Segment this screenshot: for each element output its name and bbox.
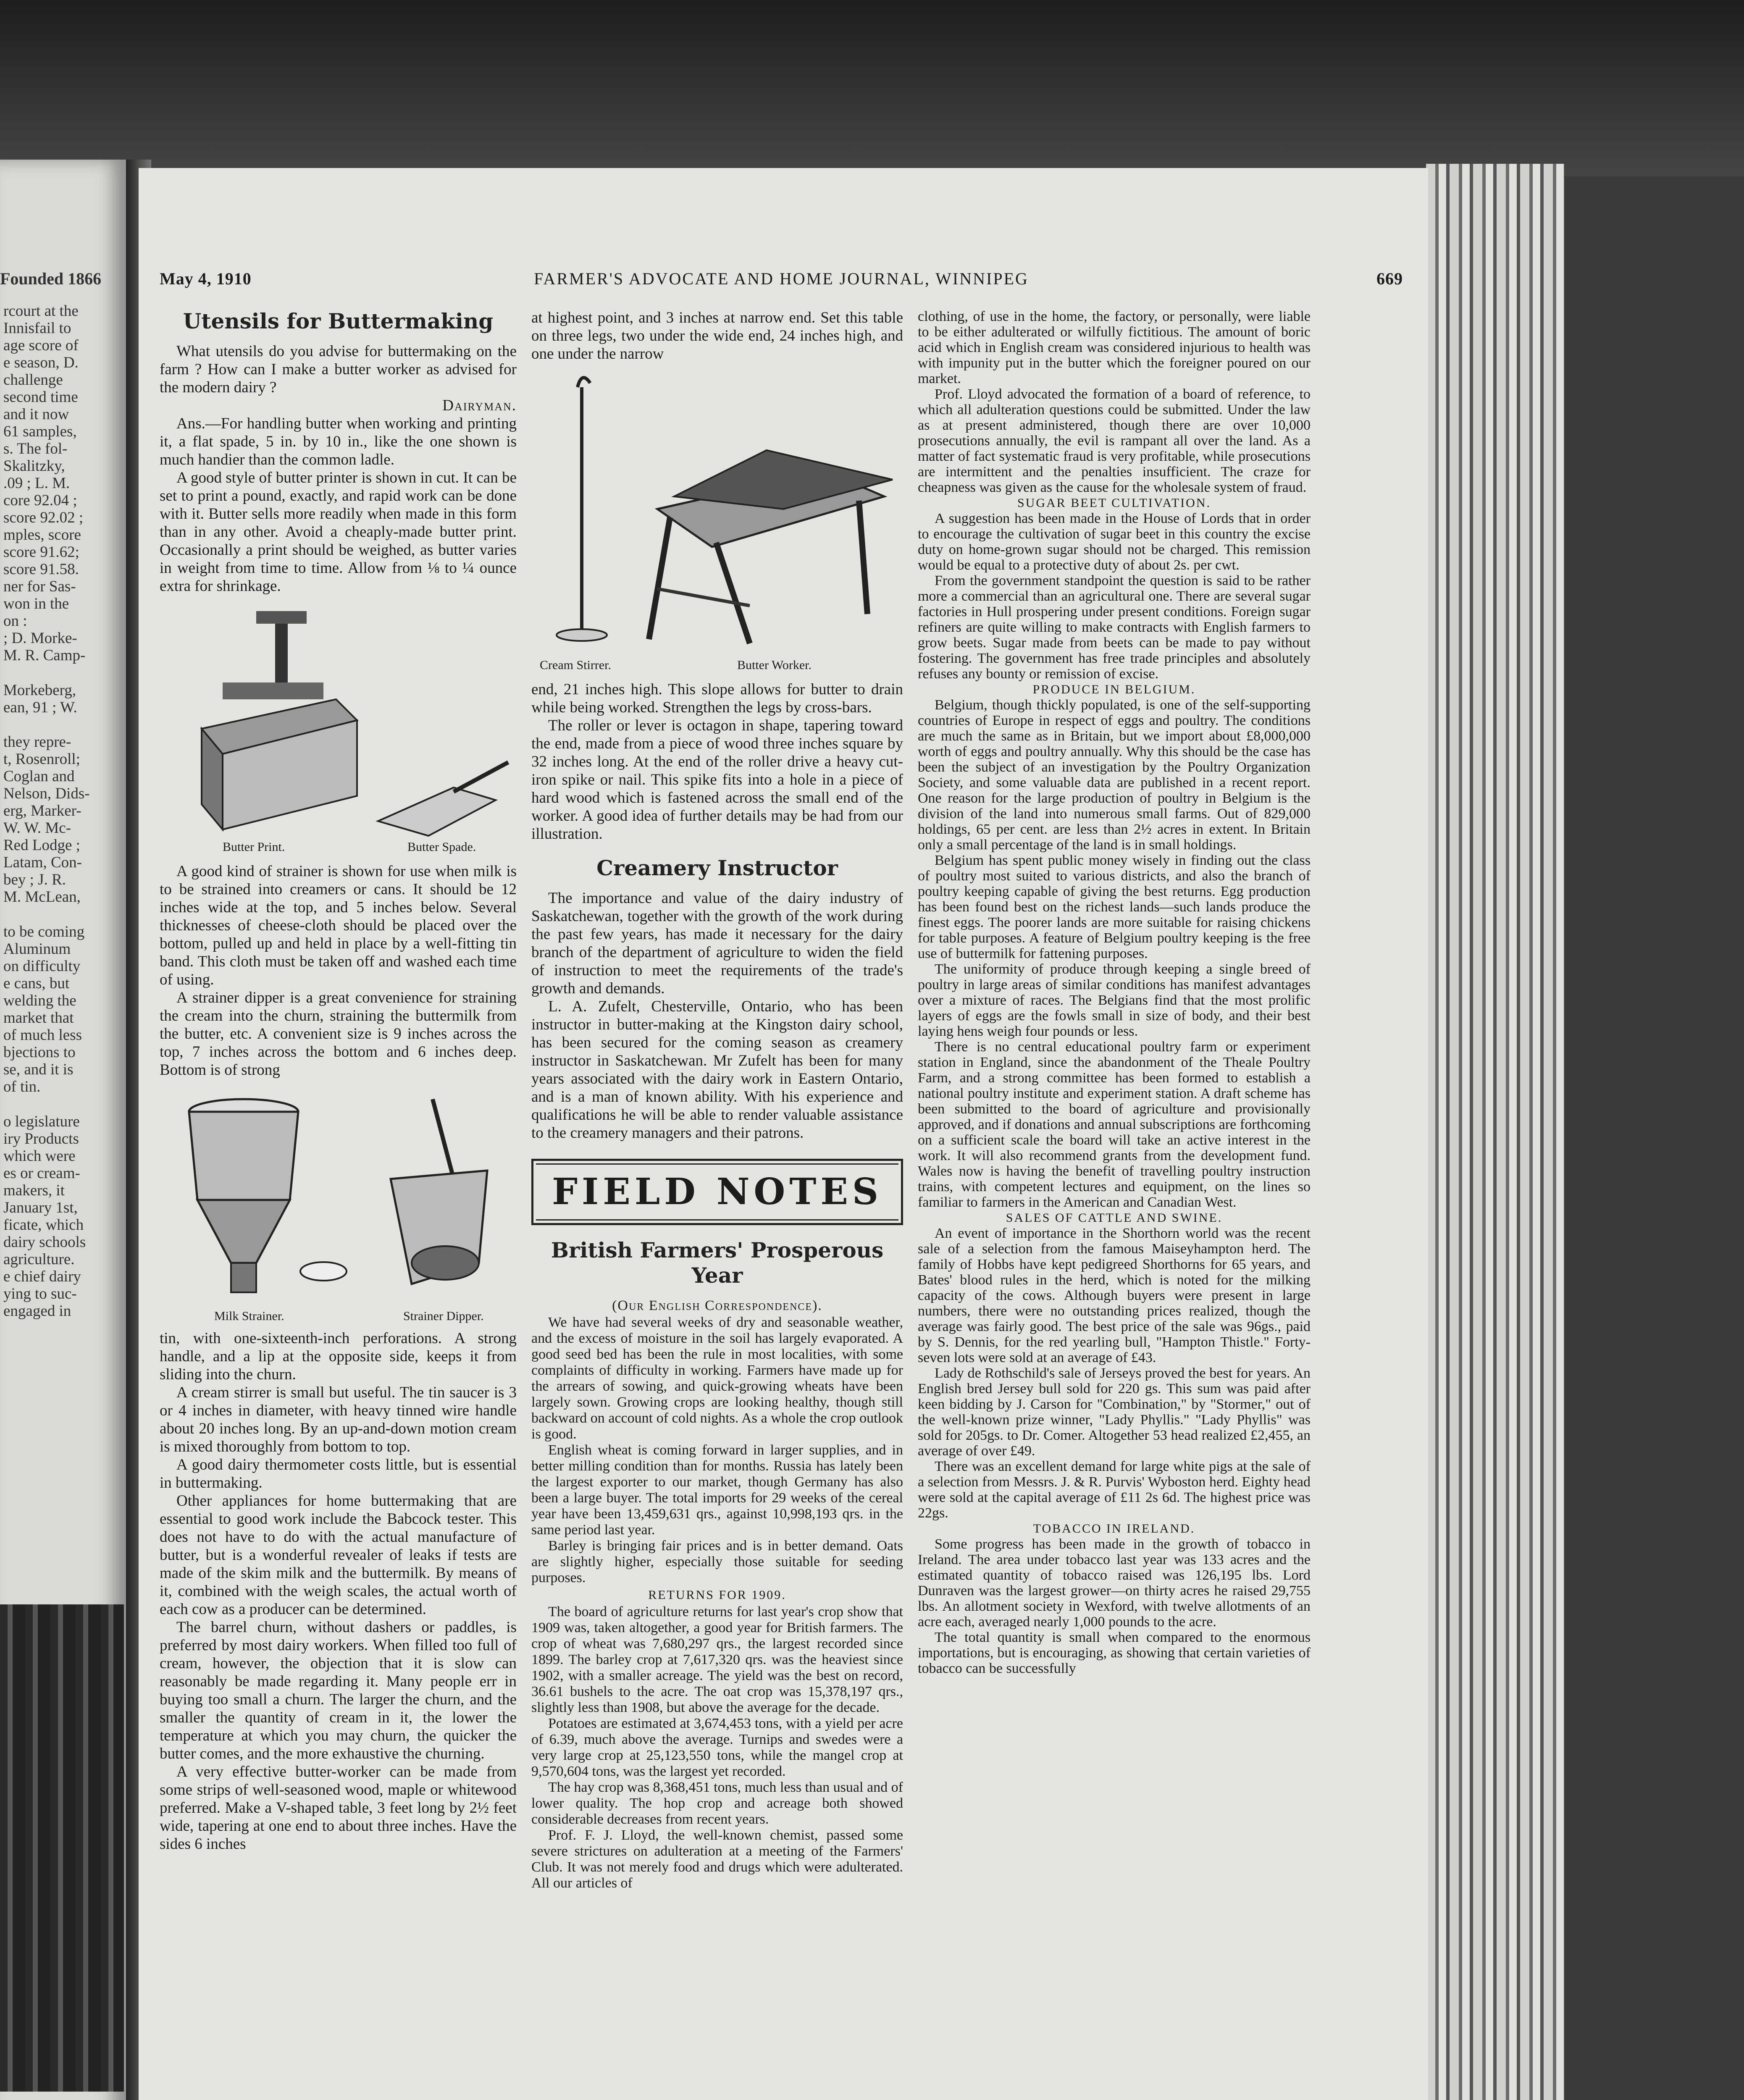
dipper-continued-paragraph: tin, with one-sixteenth-inch perforations. A strong handle, and a lip at the opposite side, keeps it from sliding into the churn. bbox=[160, 1330, 517, 1383]
previous-page-line: erg, Marker- bbox=[3, 802, 81, 819]
previous-page-line: challenge bbox=[3, 371, 63, 388]
roller-paragraph: The roller or lever is octagon in shape, tapering toward the end, made from a piece of wood three inches square by 32 inches long. At the end of the roller drive a heavy cut-iron spike or nail. This spike fits into a hole in a piece of hard wood which is fastened across the small end of the worker. A good idea of further details may be had from our illustration. bbox=[531, 717, 903, 843]
previous-page-line: score 92.02 ; bbox=[3, 509, 84, 526]
previous-page-line: es or cream- bbox=[3, 1165, 80, 1182]
board-reference-paragraph: Prof. Lloyd advocated the formation of a board of reference, to which all adulteration questions could be submitted. Under the law as at present administered, though there are over 10,000 prosecutions annually, the evil is rampant all over the land. As a matter of fact systematic fraud is very profitable, while prosecutions are intermittent and the penalties insufficient. The craze for cheapness was given as the cause for the wholesale system of fraud. bbox=[918, 386, 1311, 495]
butter-worker-paragraph: A very effective butter-worker can be made from some strips of well-seasoned wood, maple or whitewood preferred. Make a V-shaped table, 3 feet long by 2½ feet wide, tapering at one end to about three inches. Have the sides 6 inches bbox=[160, 1763, 517, 1853]
wheat-paragraph: English wheat is coming forward in larger supplies, and in better milling condition than for months. Russia has lately been the largest exporter to our market, though Germany has also been a large buyer. The total imports for 29 weeks of the cereal year have been 13,459,631 qrs., against 10,998,193 qrs. in the same period last year. bbox=[531, 1442, 903, 1538]
column-3 bbox=[918, 309, 1311, 1676]
previous-page-line: ying to suc- bbox=[3, 1285, 77, 1302]
previous-page-line: agriculture. bbox=[3, 1251, 75, 1268]
caption-strainer-dipper: Strainer Dipper. bbox=[403, 1309, 484, 1323]
caption-butter-spade: Butter Spade. bbox=[407, 840, 476, 854]
previous-page-line: o legislature bbox=[3, 1113, 80, 1130]
figure-stirrer-worker bbox=[531, 370, 903, 673]
hay-paragraph: The hay crop was 8,368,451 tons, much less than usual and of lower quality. The hop crop and acreage both showed considerable decreases from recent years. bbox=[531, 1780, 903, 1827]
caption-milk-strainer: Milk Strainer. bbox=[214, 1309, 284, 1323]
returns-paragraph: The board of agriculture returns for last year's crop show that 1909 was, taken altogether, a good year for British farmers. The crop of wheat was 7,680,297 qrs., the largest recorded since 1899. The barley crop at 7,617,320 qrs. was the heaviest since 1902, with a smaller acreage. The yield was the best on record, 36.61 bushels to the acre. The oat crop was 15,378,197 qrs., slightly less than 1908, but above the average for the decade. bbox=[531, 1604, 903, 1715]
previous-page-line: on difficulty bbox=[3, 958, 81, 975]
question-signature: Dairyman. bbox=[442, 397, 517, 414]
weather-paragraph: We have had several weeks of dry and seasonable weather, and the excess of moisture in the soil has largely evaporated. A good seed bed has been the rule in most localities, with some complaints of difficulty in working. Farmers have made up for the arrears of sowing, and quick-growing wheats have been largely sown. Growing crops are looking healthy, though still backward on account of cold nights. As a whole the crop outlook is good. bbox=[531, 1315, 903, 1442]
previous-page-line: Latam, Con- bbox=[3, 854, 82, 871]
previous-page-line: e cans, but bbox=[3, 975, 70, 992]
previous-page-line: e season, D. bbox=[3, 354, 79, 371]
subheading-cattle-swine: SALES OF CATTLE AND SWINE. bbox=[1006, 1211, 1223, 1225]
previous-page-line: Coglan and bbox=[3, 768, 75, 785]
previous-page-line: on : bbox=[3, 612, 27, 630]
subheading-belgium: PRODUCE IN BELGIUM. bbox=[1032, 682, 1196, 696]
caption-butter-worker: Butter Worker. bbox=[737, 658, 812, 672]
previous-page-line: engaged in bbox=[3, 1302, 71, 1320]
previous-page-line: second time bbox=[3, 388, 78, 406]
tobacco-paragraph-2: The total quantity is small when compared to the enormous importations, but is encouraging, as showing that certain varieties of tobacco can be successfully bbox=[918, 1630, 1311, 1676]
previous-page-text bbox=[3, 302, 126, 1337]
shorthorn-paragraph: An event of importance in the Shorthorn world was the recent sale of a selection from the famous Maiseyhampton herd. The family of Hobbs have kept pedigreed Shorthorns for 65 years, and Bates' blood rules in the herd, which is noted for the milking capacity of the cows. Although buyers were present in large numbers, there were no outstanding prices realized, though the average was fairly good. The best price of the sale was 96gs., paid by S. Dennis, for the red yearling bull, "Hampton Thistle." Forty-seven lots were sold at an average of £43. bbox=[918, 1226, 1311, 1365]
subheading-returns: RETURNS FOR 1909. bbox=[648, 1588, 786, 1602]
previous-page-line: score 91.58. bbox=[3, 561, 79, 578]
previous-page-line: Morkeberg, bbox=[3, 682, 76, 699]
reader-question: What utensils do you advise for buttermaking on the farm ? How can I make a butter worker as advised for the modern dairy ? bbox=[160, 343, 517, 396]
publication-title: FARMER'S ADVOCATE AND HOME JOURNAL, WINNIPEG bbox=[534, 269, 1029, 288]
answer-paragraph: Ans.—For handling butter when working and printing it, a flat spade, 5 in. by 10 in., like the one shown is much handier than the common ladle. bbox=[160, 415, 517, 468]
previous-page-line: January 1st, bbox=[3, 1199, 78, 1216]
cream-stirrer-paragraph: A cream stirrer is small but useful. The tin saucer is 3 or 4 inches in diameter, with heavy tinned wire handle about 20 inches long. By an up-and-down motion cream is mixed thoroughly from bottom to top. bbox=[160, 1384, 517, 1455]
strainer-dipper-paragraph: A strainer dipper is a great convenience for straining the cream into the churn, straining the buttermilk from the butter, etc. A convenient size is 9 inches across the top, 7 inches across the bottom and 6 inches deep. Bottom is of strong bbox=[160, 989, 517, 1079]
previous-page-line: of much less bbox=[3, 1026, 82, 1044]
previous-page-line: ; D. Morke- bbox=[3, 630, 77, 647]
butter-worker-continued: at highest point, and 3 inches at narrow end. Set this table on three legs, two under the wide end, 24 inches high, and one under the narrow bbox=[531, 309, 903, 362]
strainer-paragraph: A good kind of strainer is shown for use when milk is to be strained into creamers or cans. It should be 12 inches wide at the top, and 5 inches below. Several thicknesses of cheese-cloth should be placed over the bottom, pulled up and held in place by a well-fitting tin band. This cloth must be taken off and washed each time of using. bbox=[160, 863, 517, 988]
previous-page-line: se, and it is bbox=[3, 1061, 74, 1078]
column-1 bbox=[160, 309, 517, 1853]
previous-page-block-2 bbox=[3, 682, 126, 906]
article-heading-creamery: Creamery Instructor bbox=[596, 856, 838, 880]
previous-page-line: t, Rosenroll; bbox=[3, 751, 80, 768]
previous-page-line: ficate, which bbox=[3, 1216, 84, 1234]
previous-page-block-1 bbox=[3, 302, 126, 664]
belgium-paragraph-1: Belgium, though thickly populated, is one of the self-supporting countries of Europe in respect of eggs and poultry. The conditions are much the same as in Britain, but we import about £8,000,000 worth of eggs and poultry annually. Why this should be the case has been the subject of an investigation by the Poultry Organization Society, and some valuable data are published in a recent report. One reason for the large production of poultry in Belgium is the division of the land into numerous small farms. Out of 829,000 holdings, 65 per cent. are less than 2½ acres in extent. In Britain only a small percentage of the land is in small holdings. bbox=[918, 697, 1311, 853]
strainer-illustration bbox=[160, 1087, 517, 1305]
previous-page-line: W. W. Mc- bbox=[3, 819, 71, 837]
creamery-paragraph-2: L. A. Zufelt, Chesterville, Ontario, who has been instructor in butter-making at the Kingston dairy school, has been secured for the coming season as creamery instructor in Saskatchewan. Mr Zufelt has been for many years associated with the dairy work in Eastern Ontario, and is a man of known ability. With his experience and qualifications he will be able to render valuable assistance to the creamery managers and their patrons. bbox=[531, 998, 903, 1142]
page-number: 669 bbox=[1376, 269, 1403, 288]
creamery-paragraph-1: The importance and value of the dairy industry of Saskatchewan, together with the growth of the work during the past few years, has made it necessary for the dairy branch of the department of agriculture to widen the field of instruction to meet the requirements of the trade's growth and demands. bbox=[531, 890, 903, 997]
previous-page-line: ean, 91 ; W. bbox=[3, 699, 77, 716]
tobacco-paragraph-1: Some progress has been made in the growth of tobacco in Ireland. The area under tobacco last year was 133 acres and the estimated quantity of tobacco raised was 126,195 lbs. Lord Dunraven was the largest grower—on thirty acres he raised 29,755 lbs. An allotment society in Wexford, with twelve allotments of an acre each, averaged nearly 1,000 pounds to the acre. bbox=[918, 1536, 1311, 1630]
pigs-paragraph: There was an excellent demand for large white pigs at the sale of a selection from Messrs. J. & R. Purvis' Wyboston herd. Eighty head were sold at the capital average of £11 2s 6d. The highest price was 22gs. bbox=[918, 1459, 1311, 1521]
previous-page-line: makers, it bbox=[3, 1182, 65, 1199]
previous-page-line: M. McLean, bbox=[3, 888, 81, 906]
belgium-paragraph-3: The uniformity of produce through keeping a single breed of poultry in large areas of similar conditions has manifest advantages over a mixture of races. The Belgians find that the most prolific layers of eggs are the fowls small in size of body, and their best laying hens weigh four pounds or less. bbox=[918, 961, 1311, 1039]
previous-page-line: core 92.04 ; bbox=[3, 492, 77, 509]
column-2 bbox=[531, 309, 903, 1891]
potatoes-paragraph: Potatoes are estimated at 3,674,453 tons, with a yield per acre of 6.39, much above the average. Turnips and swedes were a very large crop at 25,123,550 tons, while the mangel crop at 9,570,604 tons, was the largest yet recorded. bbox=[531, 1716, 903, 1779]
previous-page-line: rcourt at the bbox=[3, 302, 79, 320]
previous-page-line: 61 samples, bbox=[3, 423, 77, 440]
caption-cream-stirrer: Cream Stirrer. bbox=[540, 658, 611, 672]
article-heading-utensils: Utensils for Buttermaking bbox=[183, 309, 494, 333]
previous-page-line: market that bbox=[3, 1009, 74, 1026]
previous-page-line: age score of bbox=[3, 337, 79, 354]
figure-butter-print-spade bbox=[160, 603, 517, 855]
previous-page-line bbox=[3, 716, 126, 733]
page-header bbox=[160, 269, 1403, 294]
belgium-paragraph-2: Belgium has spent public money wisely in finding out the class of poultry most suited to various districts, and also the branch of poultry keeping capable of giving the best returns. Egg production has been found best on the richest lands—such lands produce the finest eggs. The poorer lands are more suitable for raising chickens for table purposes. A feature of Belgium poultry keeping is the free use of buttermilk for fattening purposes. bbox=[918, 853, 1311, 961]
poultry-farm-paragraph: There is no central educational poultry farm or experiment station in England, since the abandonment of the Theale Poultry Farm, and a strong committee has been formed to establish a national poultry institute and experiment station. A draft scheme has been submitted to the board of agriculture and provisionally approved, and if donations and annual subscriptions are forthcoming on a sufficient scale the board will take an active interest in the work. It will also recommend grants from the development fund. Wales now is having the benefit of travelling poultry instruction trains, with competent lectures and equipment, on the lines so familiar to farmers in the American and Canadian West. bbox=[918, 1039, 1311, 1210]
previous-page-line: welding the bbox=[3, 992, 76, 1009]
previous-page-line: dairy schools bbox=[3, 1234, 86, 1251]
previous-page-block-3 bbox=[3, 923, 126, 1095]
newspaper-page bbox=[139, 168, 1428, 2100]
figure-strainers bbox=[160, 1087, 517, 1322]
scan-background-top bbox=[0, 0, 1744, 176]
jerseys-paragraph: Lady de Rothschild's sale of Jerseys proved the best for years. An English bred Jersey bull sold for 220 gs. This sum was paid after keen bidding by J. Carson for "Combination," by "Stormer," out of the well-known prize winner, "Lady Phyllis." "Lady Phyllis" was sold for 205gs. to Dr. Comer. Altogether 53 head realized £2,455, an average of over £49. bbox=[918, 1365, 1311, 1459]
caption-butter-print: Butter Print. bbox=[223, 840, 285, 854]
previous-page-line: Innisfail to bbox=[3, 320, 71, 337]
previous-page-strip bbox=[0, 160, 126, 2100]
subheading-tobacco: TOBACCO IN IRELAND. bbox=[1033, 1522, 1195, 1536]
article-heading-british-farmers: British Farmers' Prosperous Year bbox=[551, 1238, 884, 1288]
previous-page-line: iry Products bbox=[3, 1130, 79, 1147]
subheading-sugar-beet: SUGAR BEET CULTIVATION. bbox=[1017, 496, 1211, 510]
previous-page-line: e chief dairy bbox=[3, 1268, 81, 1285]
previous-page-line: Aluminum bbox=[3, 940, 71, 958]
previous-page-line: to be coming bbox=[3, 923, 85, 940]
adulteration-continued: clothing, of use in the home, the factory, or personally, were liable to be either adulterated or wilfully fictitious. The amount of boric acid which in English cream was considered injurious to health was with impunity put in the butter which the foreigner poured on our market. bbox=[918, 309, 1311, 386]
sugar-beet-paragraph-2: From the government standpoint the question is said to be rather more a commercial than an agricultural one. There are several sugar factories in Hull prospering under present conditions. Foreign sugar refiners are quite willing to make contracts with English farmers to grow beets. Sugar made from beets can be made to pay without fostering. The government has free trade principles and absolutely refuses any bounty or remission of excise. bbox=[918, 573, 1311, 682]
previous-page-line: mples, score bbox=[3, 526, 81, 543]
previous-page-line: score 91.62; bbox=[3, 543, 79, 561]
previous-page-line: of tin. bbox=[3, 1078, 41, 1095]
correspondent-byline: (Our English Correspondence). bbox=[612, 1298, 822, 1313]
issue-date: May 4, 1910 bbox=[160, 269, 252, 288]
barley-paragraph: Barley is bringing fair prices and is in better demand. Oats are slightly higher, especially those suitable for seeding purposes. bbox=[531, 1538, 903, 1586]
cream-stirrer-butter-worker-illustration bbox=[531, 370, 903, 656]
previous-page-line: ner for Sas- bbox=[3, 578, 76, 595]
previous-page-line: s. The fol- bbox=[3, 440, 68, 457]
previous-page-line: which were bbox=[3, 1147, 76, 1165]
previous-page-line: they repre- bbox=[3, 733, 71, 751]
previous-page-header: Founded 1866 bbox=[0, 269, 102, 288]
previous-page-line: .09 ; L. M. bbox=[3, 475, 70, 492]
previous-page-line: and it now bbox=[3, 406, 69, 423]
butter-printer-paragraph: A good style of butter printer is shown in cut. It can be set to print a pound, exactly, and rapid work can be done with it. Butter sells more readily when made in this form than in any other. Avoid a cheaply-made butter print. Occasionally a print should be weighed, as butter varies in weight from time to time. Allow from ⅛ to ¼ ounce extra for shrinkage. bbox=[160, 469, 517, 595]
butter-print-illustration bbox=[160, 603, 517, 838]
previous-page-photo bbox=[0, 1604, 124, 2092]
previous-page-line: Red Lodge ; bbox=[3, 837, 80, 854]
adulteration-paragraph: Prof. F. J. Lloyd, the well-known chemist, passed some severe strictures on adulteration at a meeting of the Farmers' Club. It was not merely food and drugs which were adulterated. All our articles of bbox=[531, 1827, 903, 1891]
field-notes-title: FIELD NOTES bbox=[536, 1163, 898, 1221]
sugar-beet-paragraph-1: A suggestion has been made in the House of Lords that in order to encourage the cultivation of sugar beet in this country the excise duty on home-grown sugar should not be charged. This remission would be equal to a protective duty of about 2s. per cwt. bbox=[918, 511, 1311, 573]
previous-page-block-4 bbox=[3, 1113, 126, 1320]
previous-page-line: bey ; J. R. bbox=[3, 871, 66, 888]
previous-page-line: Skalitzky, bbox=[3, 457, 65, 475]
thermometer-paragraph: A good dairy thermometer costs little, but is essential in buttermaking. bbox=[160, 1456, 517, 1491]
page-edges-stack bbox=[1426, 164, 1565, 2100]
previous-page-line: M. R. Camp- bbox=[3, 647, 86, 664]
appliances-paragraph: Other appliances for home buttermaking that are essential to good work include the Babcock tester. This does not have to do with the actual manufacture of butter, but is a wonderful revealer of leaks if tests are made of the skim milk and the buttermilk. By means of it, combined with the weigh scales, the actual worth of each cow as a producer can be determined. bbox=[160, 1492, 517, 1618]
previous-page-line: Nelson, Dids- bbox=[3, 785, 90, 802]
barrel-churn-paragraph: The barrel churn, without dashers or paddles, is preferred by most dairy workers. When filled too full of cream, however, the objection that it is slow can reasonably be made regarding it. Many people err in buying too small a churn. The larger the churn, and the smaller the quantity of cream in it, the lower the temperature at which you may churn, the quicker the butter comes, and the more exhaustive the churning. bbox=[160, 1619, 517, 1762]
previous-page-line: won in the bbox=[3, 595, 69, 612]
previous-page-line: bjections to bbox=[3, 1044, 76, 1061]
butter-worker-legs-paragraph: end, 21 inches high. This slope allows for butter to drain while being worked. Strengthen the legs by cross-bars. bbox=[531, 681, 903, 716]
field-notes-banner bbox=[531, 1159, 903, 1225]
